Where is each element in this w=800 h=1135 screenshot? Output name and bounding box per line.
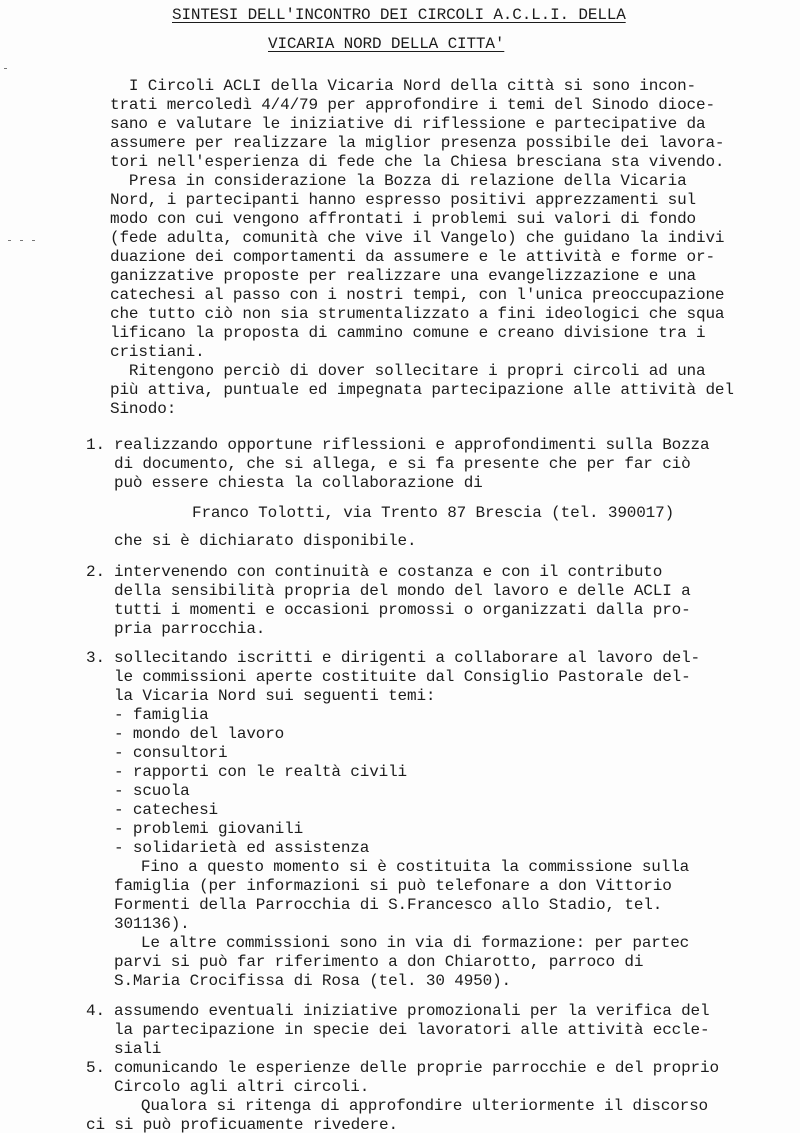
item-line: la Vicaria Nord sui seguenti temi: (114, 687, 436, 705)
item-line: comunicando le esperienze delle proprie parrocchie e del proprio (114, 1059, 719, 1077)
intro-line: Sinodo: (110, 400, 177, 418)
item-line: Formenti della Parrocchia di S.Francesco allo Stadio, tel. (114, 896, 663, 914)
item-line: la partecipazione in specie dei lavoratori alle attività eccle- (114, 1021, 710, 1039)
item-line: parvi si può far riferimento a don Chiarotto, parroco di (114, 953, 644, 971)
intro-line: sano e valutare le iniziative di riflessione e partecipative da (110, 115, 706, 133)
intro-line: I Circoli ACLI della Vicaria Nord della città si sono incon- (110, 77, 696, 95)
theme-item: - mondo del lavoro (114, 725, 285, 743)
intro-line: assumere per realizzare la miglior presenza possibile dei lavora- (110, 134, 725, 152)
item-line: sollecitando iscritti e dirigenti a collaborare al lavoro del- (114, 649, 700, 667)
item-line: pria parrocchia. (114, 620, 266, 638)
contact-line: Franco Tolotti, via Trento 87 Brescia (tel. 390017) (192, 504, 675, 522)
item-number: 1. (86, 436, 105, 454)
closing-line: ci si può proficuamente rivedere. (86, 1116, 398, 1134)
item-line: della sensibilità propria del mondo del lavoro e delle ACLI a (114, 582, 691, 600)
intro-line: che tutto ciò non sia strumentalizzato a fini ideologici che squa (110, 305, 725, 323)
item-line: che si è dichiarato disponibile. (114, 532, 417, 550)
scan-speck (20, 240, 23, 241)
intro-line: Nord, i partecipanti hanno espresso positivi apprezzamenti sul (110, 191, 696, 209)
theme-item: - famiglia (114, 706, 209, 724)
intro-line: Presa in considerazione la Bozza di relazione della Vicaria (110, 172, 687, 190)
item-line: realizzando opportune riflessioni e approfondimenti sulla Bozza (114, 436, 710, 454)
item-line: intervenendo con continuità e costanza e con il contributo (114, 563, 663, 581)
item-number: 5. (86, 1059, 105, 1077)
intro-line: ganizzative proposte per realizzare una evangelizzazione e una (110, 267, 696, 285)
theme-item: - consultori (114, 744, 228, 762)
item-line: può essere chiesta la collaborazione di (114, 474, 483, 492)
intro-line: duazione dei comportamenti da assumere e le attività e forme or- (110, 248, 715, 266)
theme-item: - rapporti con le realtà civili (114, 763, 407, 781)
intro-line: trati mercoledì 4/4/79 per approfondire i temi del Sinodo dioce- (110, 96, 715, 114)
item-number: 4. (86, 1002, 105, 1020)
intro-line: Ritengono perciò di dover sollecitare i propri circoli ad una (110, 362, 706, 380)
item-number: 3. (86, 649, 105, 667)
item-line: Circolo agli altri circoli. (114, 1078, 370, 1096)
scan-speck (8, 240, 11, 241)
item-line: famiglia (per informazioni si può telefonare a don Vittorio (114, 877, 672, 895)
item-line: le commissioni aperte costituite dal Consiglio Pastorale del- (114, 668, 691, 686)
theme-item: - catechesi (114, 801, 218, 819)
item-number: 2. (86, 563, 105, 581)
intro-line: catechesi al passo con i nostri tempi, con l'unica preoccupazione (110, 286, 725, 304)
intro-line: lificano la proposta di cammino comune e creano divisione tra i (110, 324, 706, 342)
item-line: siali (114, 1040, 162, 1058)
intro-line: (fede adulta, comunità che vive il Vangelo) che guidano la indivi (110, 229, 725, 247)
intro-line: cristiani. (110, 343, 205, 361)
document-subtitle: VICARIA NORD DELLA CITTA' (268, 35, 505, 53)
scan-speck (32, 240, 35, 241)
closing-line: Qualora si ritenga di approfondire ulteriormente il discorso (122, 1097, 708, 1115)
item-line: tutti i momenti e occasioni promossi o organizzati dalla pro- (114, 601, 691, 619)
intro-line: tori nell'esperienza di fede che la Chiesa bresciana sta vivendo. (110, 153, 725, 171)
theme-item: - solidarietà ed assistenza (114, 839, 370, 857)
scan-speck (4, 68, 7, 69)
theme-item: - scuola (114, 782, 190, 800)
item-line: Fino a questo momento si è costituita la commissione sulla (122, 858, 690, 876)
item-line: 301136). (114, 915, 190, 933)
theme-item: - problemi giovanili (114, 820, 304, 838)
item-line: assumendo eventuali iniziative promozionali per la verifica del (114, 1002, 710, 1020)
item-line: Le altre commissioni sono in via di formazione: per partec (122, 934, 690, 952)
item-line: di documento, che si allega, e si fa presente che per far ciò (114, 455, 691, 473)
intro-line: più attiva, puntuale ed impegnata partecipazione alle attività del (110, 381, 734, 399)
item-line: S.Maria Crocifissa di Rosa (tel. 30 4950). (114, 972, 511, 990)
intro-line: modo con cui vengono affrontati i problemi sui valori di fondo (110, 210, 696, 228)
document-title: SINTESI DELL'INCONTRO DEI CIRCOLI A.C.L.I. DELLA (172, 6, 626, 24)
